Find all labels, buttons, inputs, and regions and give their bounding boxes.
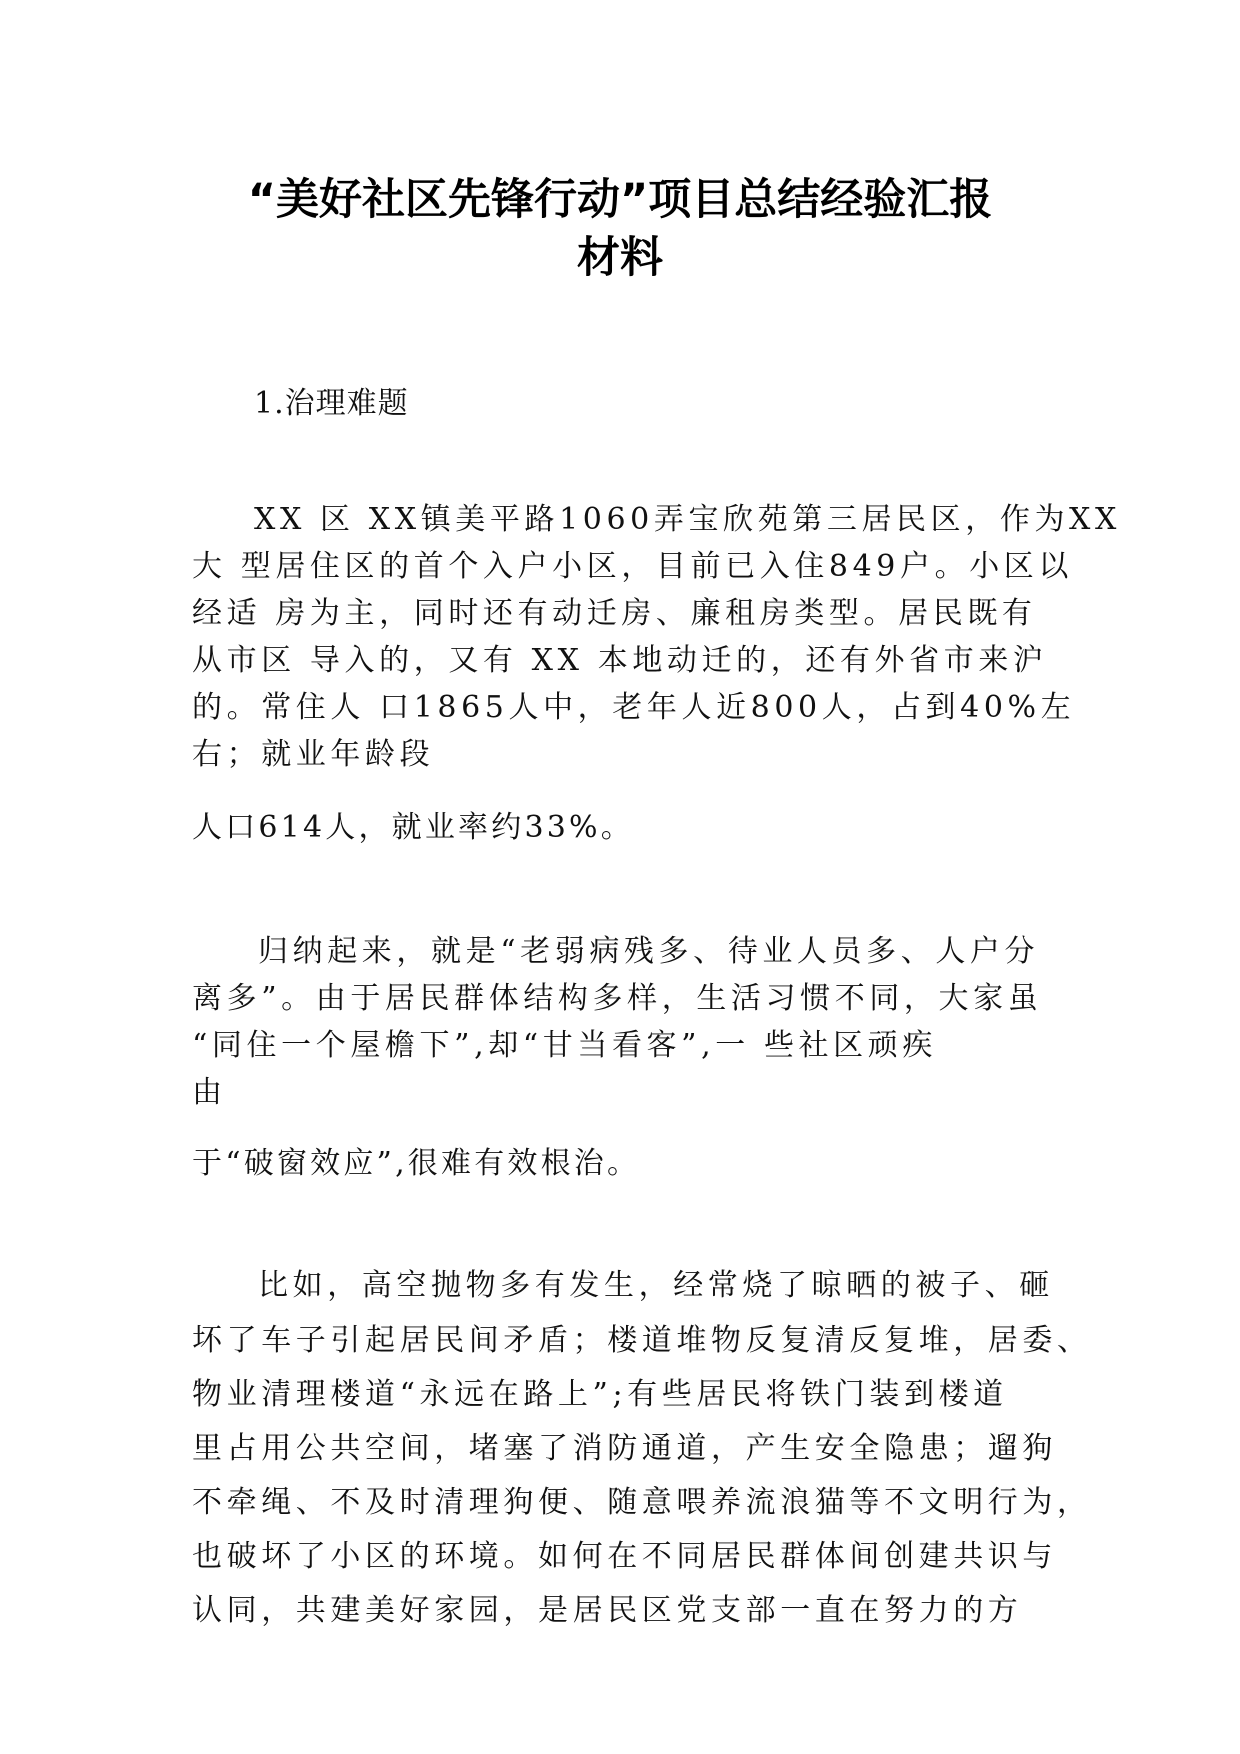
paragraph-1-line-1: XX 区 XX镇美平路1060弄宝欣苑第三居民区，作为XX [254, 502, 1121, 537]
paragraph-3-line-5: 不牵绳、不及时清理狗便、随意喂养流浪猫等不文明行为， [192, 1485, 1092, 1520]
paragraph-2-line-4: 由 [192, 1075, 227, 1110]
document-title-line-1: “美好社区先锋行动”项目总结经验汇报 [247, 175, 993, 225]
paragraph-3-line-7: 认同，共建美好家园，是居民区党支部一直在努力的方 [192, 1593, 1023, 1628]
document-title-line-2: 材料 [577, 233, 663, 283]
paragraph-3-line-6: 也破坏了小区的环境。如何在不同居民群体间创建共识与 [192, 1539, 1057, 1574]
paragraph-3-line-1: 比如，高空抛物多有发生，经常烧了晾晒的被子、砸 [258, 1268, 1054, 1303]
paragraph-1-line-4: 从市区 导入的，又有 XX 本地动迁的，还有外省市来沪 [192, 643, 1048, 678]
paragraph-1-line-7: 人口614人，就业率约33%。 [192, 810, 634, 845]
paragraph-2-line-3: “同住一个屋檐下”,却“甘当看客”,一 些社区顽疾 [192, 1028, 937, 1063]
section-heading: 1.治理难题 [254, 386, 409, 421]
paragraph-2-line-1: 归纳起来，就是“老弱病残多、待业人员多、人户分 [258, 934, 1040, 969]
paragraph-2-line-5: 于“破窗效应”,很难有效根治。 [192, 1146, 641, 1181]
paragraph-2-line-2: 离多”。由于居民群体结构多样，生活习惯不同，大家虽 [192, 981, 1043, 1016]
paragraph-1-line-3: 经适 房为主，同时还有动迁房、廉租房类型。居民既有 [192, 596, 1037, 631]
paragraph-3-line-4: 里占用公共空间，堵塞了消防通道，产生安全隐患；遛狗 [192, 1431, 1057, 1466]
paragraph-3-line-2: 坏了车子引起居民间矛盾；楼道堆物反复清反复堆，居委、 [192, 1323, 1092, 1358]
paragraph-1-line-2: 大 型居住区的首个入户小区，目前已入住849户。小区以 [192, 549, 1073, 584]
paragraph-1-line-5: 的。常住人 口1865人中，老年人近800人，占到40%左 [192, 690, 1076, 725]
paragraph-3-line-3: 物业清理楼道“永远在路上”;有些居民将铁门装到楼道 [192, 1377, 1008, 1412]
paragraph-1-line-6: 右；就业年龄段 [192, 737, 435, 772]
